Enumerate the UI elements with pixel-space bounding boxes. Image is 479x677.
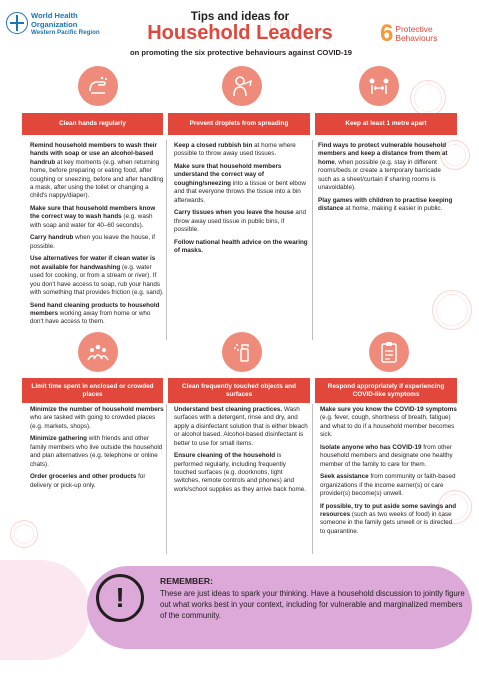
tip-paragraph bbox=[30, 142, 165, 201]
tip-text: for delivery or pick-up only. bbox=[30, 473, 146, 489]
virus-decoration-icon bbox=[410, 80, 446, 116]
tip-text: (e.g. wash with soap and water for 40–60 seconds). bbox=[30, 213, 153, 229]
tip-bold-text: Follow national health advice on the wearing of masks. bbox=[174, 238, 308, 255]
pink-decoration bbox=[0, 560, 90, 660]
pb-line1: Protective bbox=[395, 24, 433, 34]
remember-title: REMEMBER: bbox=[160, 576, 213, 586]
tip-paragraph bbox=[30, 435, 165, 469]
pb-line2: Behaviours bbox=[395, 33, 438, 43]
cough-icon bbox=[222, 66, 262, 106]
tip-paragraph bbox=[174, 209, 309, 234]
tip-bold-text: If possible, try to put aside some savings and resources bbox=[320, 502, 457, 519]
tip-paragraph bbox=[30, 205, 165, 230]
title-block bbox=[115, 11, 365, 43]
tip-paragraph bbox=[30, 473, 165, 490]
tip-bold-text: Make sure you know the COVID-19 symptoms bbox=[320, 406, 457, 413]
tip-text: at home where possible to throw away used tissues. bbox=[174, 142, 296, 158]
tip-paragraph bbox=[30, 406, 165, 431]
tip-paragraph bbox=[30, 234, 165, 251]
tip-bold-text: Carry tissues when you leave the house bbox=[174, 209, 294, 217]
tip-paragraph bbox=[320, 406, 457, 440]
tip-text: at home, making it easier in public. bbox=[343, 205, 443, 213]
spray-cleaning-icon bbox=[222, 332, 262, 372]
section-body-clean-hands bbox=[30, 142, 165, 331]
tip-bold-text: Remind household members to wash their hands with soap or use an alcohol-based handrub bbox=[30, 142, 158, 166]
tip-text: , when possible (e.g. stay in different rooms/beds or create a temporary barricade such as a sheet/curtain if sharing rooms is unavoidable). bbox=[318, 158, 441, 192]
section-body-droplets bbox=[174, 142, 309, 260]
tip-bold-text: Minimize the number of household members bbox=[30, 406, 164, 413]
section-header-crowded: Limit time spent in enclosed or crowded places bbox=[22, 378, 163, 403]
tip-paragraph bbox=[30, 302, 165, 327]
section-header-surfaces: Clean frequently touched objects and surfaces bbox=[168, 378, 310, 403]
tip-paragraph bbox=[174, 163, 309, 205]
tip-text: (e.g. fever, cough, shortness of breath, fatigue) and what to do if a household member becomes sick. bbox=[320, 414, 455, 439]
section-body-symptoms bbox=[320, 406, 457, 540]
tip-paragraph bbox=[174, 239, 309, 256]
tip-bold-text: Send hand cleaning products to household members bbox=[30, 301, 160, 318]
tip-paragraph bbox=[320, 444, 457, 469]
pb-six: 6 bbox=[380, 20, 394, 47]
tip-paragraph bbox=[174, 142, 309, 159]
tip-paragraph bbox=[318, 197, 455, 214]
tip-paragraph bbox=[320, 473, 457, 498]
tip-bold-text: Order groceries and other products bbox=[30, 473, 137, 481]
tip-text: into a tissue or bent elbow and that everyone throws the tissue into a bin afterwards. bbox=[174, 179, 306, 204]
subtitle: on promoting the six protective behaviours against COVID-19 bbox=[130, 48, 352, 57]
who-logo bbox=[6, 12, 100, 37]
tip-paragraph bbox=[174, 406, 309, 448]
crowd-icon bbox=[78, 332, 118, 372]
tip-bold-text: Use alternatives for water if clean water is not available for handwashing bbox=[30, 255, 156, 271]
remember-text: These are just ideas to spark your thinking. Have a household discussion to jointly figure out what works best in your context, including for vulnerable and marginalized members of the community. bbox=[160, 589, 465, 620]
tip-text: and throw away used tissue in public bins, if possible. bbox=[174, 209, 306, 234]
tip-bold-text: Understand best cleaning practices. bbox=[174, 406, 283, 413]
tip-paragraph bbox=[318, 142, 455, 192]
tip-text: (such as two weeks of food) in case someone in the family gets unwell or is directed to quarantine. bbox=[320, 511, 453, 535]
section-header-droplets: Prevent droplets from spreading bbox=[168, 113, 310, 135]
tip-text: (e.g. water used for cooking, or from a stream or river). If you don't have access to soap, rub your hands with something that provides friction (e.g. sand). bbox=[30, 263, 164, 297]
tip-bold-text: Find ways to protect vulnerable household members and keep a distance from them at home bbox=[318, 142, 448, 166]
tip-text: when you leave the house, if possible. bbox=[30, 234, 155, 250]
virus-decoration-icon bbox=[10, 520, 38, 548]
section-body-surfaces bbox=[174, 406, 309, 498]
tip-bold-text: Minimize gathering bbox=[30, 435, 88, 443]
tip-bold-text: Play games with children to practise keeping distance bbox=[318, 196, 453, 213]
section-header-clean-hands: Clean hands regularly bbox=[22, 113, 163, 135]
who-region: Western Pacific Region bbox=[31, 29, 100, 36]
tip-paragraph bbox=[30, 255, 165, 297]
protective-behaviours-logo bbox=[380, 22, 437, 46]
tip-text: with friends and other family members who live outside the household and plan alternatives (e.g. telephone or online chats). bbox=[30, 435, 163, 468]
distance-icon bbox=[359, 66, 399, 106]
tip-bold-text: Seek assistance bbox=[320, 473, 369, 481]
section-body-crowded bbox=[30, 406, 165, 494]
clipboard-icon bbox=[369, 332, 409, 372]
who-emblem-icon bbox=[6, 12, 28, 34]
tip-bold-text: Ensure cleaning of the household bbox=[174, 452, 276, 460]
tip-bold-text: Keep a closed rubbish bin bbox=[174, 142, 253, 149]
column-divider bbox=[166, 140, 167, 340]
tip-text: from other household members and designate one healthy member of the family to care for them. bbox=[320, 443, 453, 468]
column-divider bbox=[312, 140, 313, 340]
tip-bold-text: Make sure that household members understand the correct way of coughing/sneezing bbox=[174, 163, 282, 187]
tip-bold-text: Make sure that household members know the correct way to wash hands bbox=[30, 205, 156, 221]
tip-text: Wash surfaces with a detergent, rinse and dry, and apply a disinfectant solution that is either bleach or alcohol based. Alcohol-based disinfectant is better to use for small items. bbox=[174, 406, 308, 447]
title-small: Tips and ideas for bbox=[190, 11, 290, 23]
tip-paragraph bbox=[174, 452, 309, 494]
tip-text: is performed regularly, including frequently touched surfaces (e.g. doorknobs, light switches, remote controls and phones) and work/school supplies as they arrive back home. bbox=[174, 452, 306, 493]
column-divider bbox=[312, 404, 313, 554]
virus-decoration-icon bbox=[432, 290, 472, 330]
section-header-symptoms: Respond appropriately if experiencing COVID-like symptoms bbox=[315, 378, 457, 403]
who-name: World Health Organization bbox=[31, 11, 78, 29]
tip-text: from community or faith-based organizations if the income earner(s) or care provider(s) become(s) unwell. bbox=[320, 473, 456, 498]
hand-wash-icon bbox=[78, 66, 118, 106]
section-header-distance: Keep at least 1 metre apart bbox=[315, 113, 457, 135]
tip-text: who are tasked with going to crowded places (e.g. markets, shops). bbox=[30, 414, 156, 430]
tip-bold-text: Carry handrub bbox=[30, 234, 74, 242]
column-divider bbox=[166, 404, 167, 554]
tip-text: working away from home or who don't have access to them. bbox=[30, 310, 151, 326]
page-title: Household Leaders bbox=[147, 22, 333, 44]
exclamation-icon: ! bbox=[96, 574, 144, 622]
tip-bold-text: Isolate anyone who has COVID-19 bbox=[320, 443, 422, 451]
section-body-distance bbox=[318, 142, 455, 218]
tip-text: at key moments (e.g. when returning home, before preparing or eating food, after coughing or sneezing, before and after handling a mask, after using the toilet or changing a child's nappy/diaper). bbox=[30, 158, 164, 200]
tip-paragraph bbox=[320, 503, 457, 537]
